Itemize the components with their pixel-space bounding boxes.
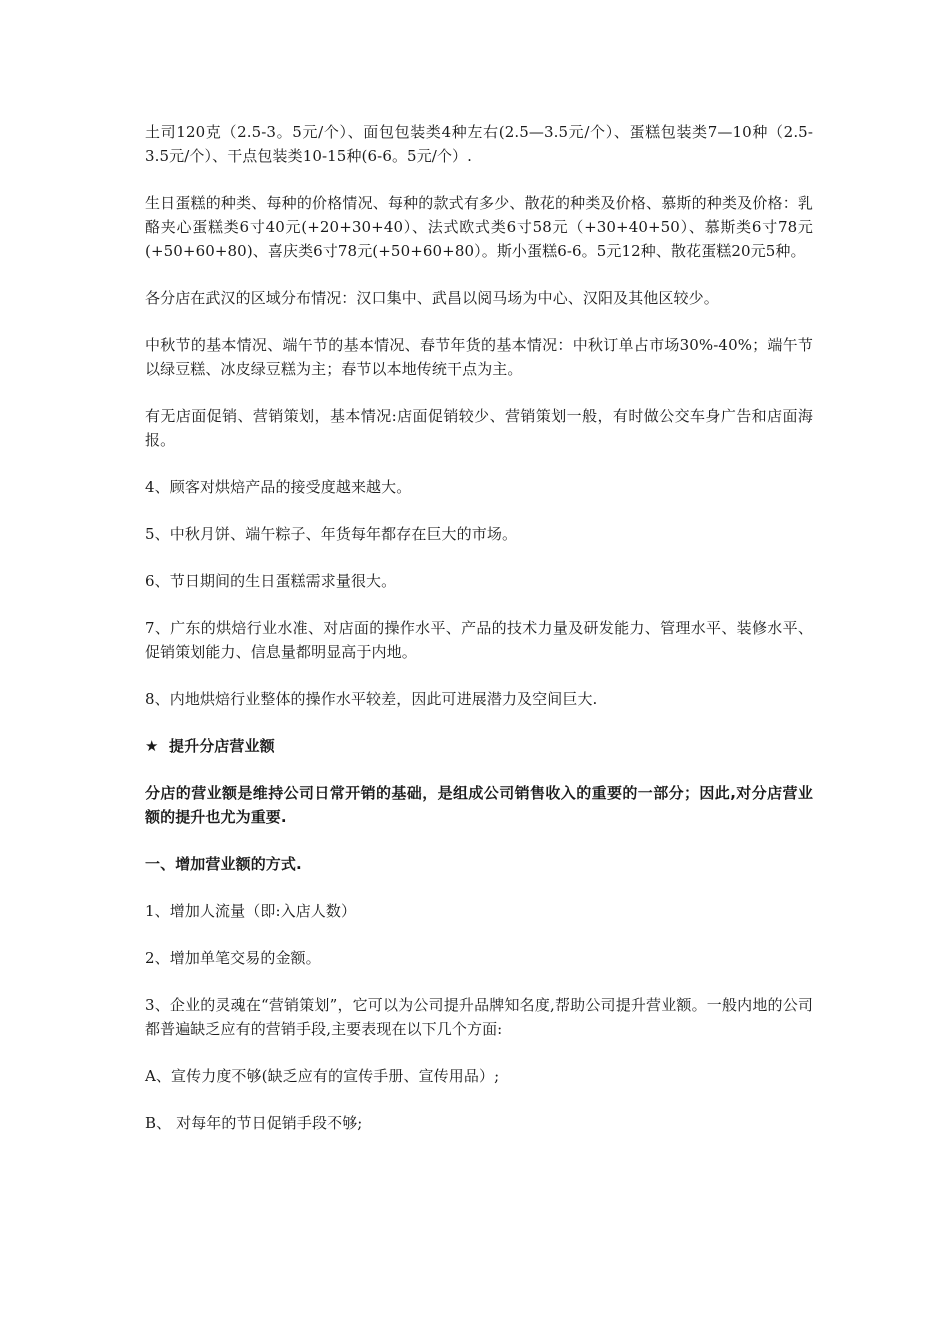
list-item-method-1: 1、增加人流量（即:入店人数）: [145, 902, 357, 920]
paragraph-branch-distribution: 各分店在武汉的区域分布情况：汉口集中、武昌以阅马场为中心、汉阳及其他区较少。: [145, 289, 719, 307]
list-item-method-2: 2、增加单笔交易的金额。: [145, 949, 321, 967]
section-heading-text: 提升分店营业额: [169, 737, 275, 755]
list-item-b: B、 对每年的节日促销手段不够;: [145, 1114, 363, 1132]
list-item-6: 6、节日期间的生日蛋糕需求量很大。: [145, 572, 397, 590]
list-item-5: 5、中秋月饼、端午粽子、年货每年都存在巨大的市场。: [145, 525, 518, 543]
document-page: [145, 120, 813, 1158]
list-item-method-3: 3、企业的灵魂在“营销策划”，它可以为公司提升品牌知名度,帮助公司提升营业额。一般内地的公司都普遍缺乏应有的营销手段,主要表现在以下几个方面:: [145, 996, 813, 1038]
star-icon: ★: [145, 737, 159, 755]
list-item-a: A、宣传力度不够(缺乏应有的宣传手册、宣传用品）;: [145, 1067, 500, 1085]
paragraph-birthday-cakes: 生日蛋糕的种类、每种的价格情况、每种的款式有多少、散花的种类及价格、慕斯的种类及价格：乳酪夹心蛋糕类6寸40元(+20+30+40）、法式欧式类6寸58元（+30+40+50）、慕斯类6寸78元(+50+60+80)、喜庆类6寸78元(+50+60+80）。斯小蛋糕6-6。5元12种、散花蛋糕20元5种。: [145, 194, 813, 260]
list-item-7: 7、广东的烘焙行业水准、对店面的操作水平、产品的技术力量及研发能力、管理水平、装修水平、促销策划能力、信息量都明显高于内地。: [145, 619, 813, 661]
paragraph-intro-bold: 分店的营业额是维持公司日常开销的基础，是组成公司销售收入的重要的一部分；因此,对分店营业额的提升也尤为重要.: [145, 784, 813, 826]
subheading-methods: 一、增加营业额的方式.: [145, 855, 302, 873]
paragraph-holidays: 中秋节的基本情况、端午节的基本情况、春节年货的基本情况：中秋订单占市场30%-40%；端午节以绿豆糕、冰皮绿豆糕为主；春节以本地传统干点为主。: [145, 336, 813, 378]
list-item-4: 4、顾客对烘焙产品的接受度越来越大。: [145, 478, 412, 496]
paragraph-promotions: 有无店面促销、营销策划，基本情况:店面促销较少、营销策划一般，有时做公交车身广告和店面海报。: [145, 407, 813, 449]
section-heading: [145, 734, 813, 758]
list-item-8: 8、内地烘焙行业整体的操作水平较差，因此可进展潜力及空间巨大.: [145, 690, 598, 708]
paragraph-packaging-prices: 土司120克（2.5-3。5元/个）、面包包装类4种左右(2.5—3.5元/个）、蛋糕包装类7—10种（2.5-3.5元/个）、干点包装类10-15种(6-6。5元/个）.: [145, 123, 813, 165]
